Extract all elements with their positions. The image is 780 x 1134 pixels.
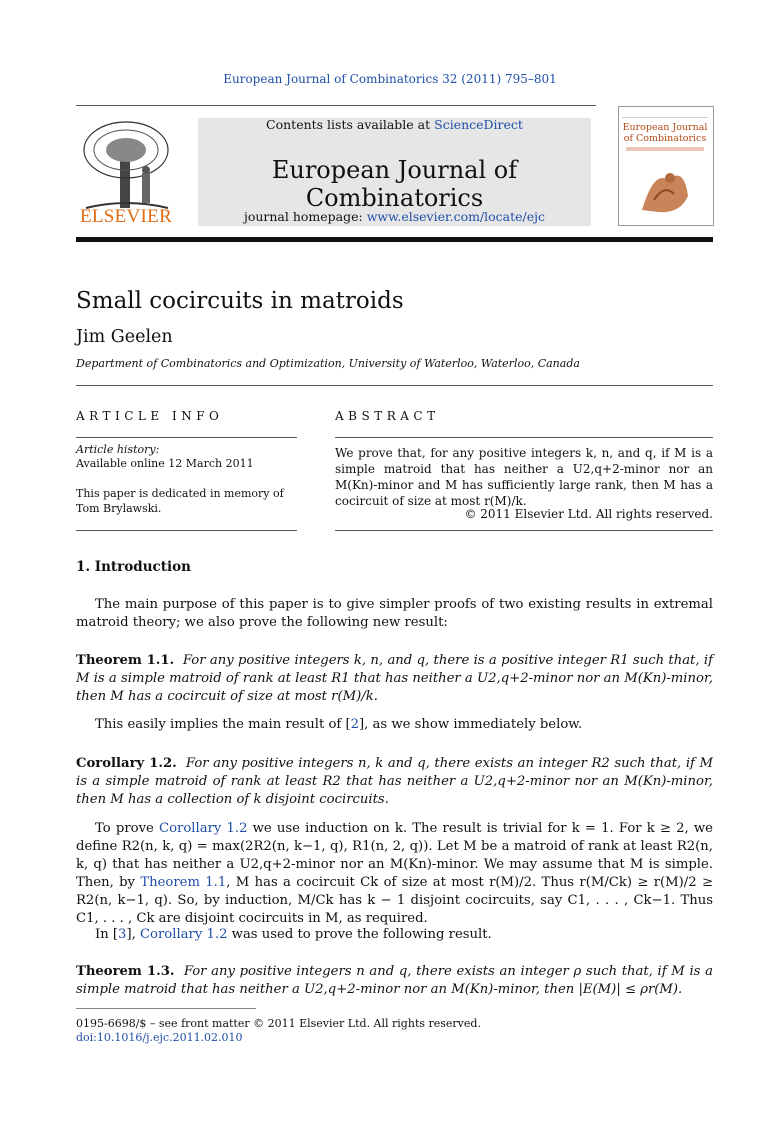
abstract-top-rule	[335, 437, 713, 438]
theorem-1-3: Theorem 1.3. For any positive integers n and q, there exists an integer ρ such that, if M is a simple matroid that has neither a U2,q+2-minor nor an M(Kn)-minor, then |E(M)| ≤ ρr(M).	[76, 964, 713, 997]
proof-paragraph: To prove Corollary 1.2 we use induction on k. The result is trivial for k = 1. For k ≥ 2, we define R2(n, k, q) = max(2R2(n, k−1, q), R1(n, 2, q)). Let M be a matroid of rank at least R2(n, k, q) that has neither a U2,q+2-minor nor an M(Kn)-minor. We may assume that M is simple. Then, by Theorem 1.1, M has a cocircuit Ck of size at most r(M)/2. Thus r(M/Ck) ≥ r(M)/2 ≥ R2(n, k−1, q). So, by induction, M/Ck has k − 1 disjoint cocircuits, say C1, . . . , Ck−1. Thus C1, . . . , Ck are disjoint cocircuits in M, as required.	[76, 821, 714, 926]
corollary-1-2: Corollary 1.2. For any positive integers n, k and q, there exists an integer R2 such that, if M is a simple matroid of rank at least R2 that has neither a U2,q+2-minor nor an M(Kn)-minor, then M has a collection of k disjoint cocircuits.	[76, 756, 713, 807]
ref-2-link[interactable]: 2	[350, 717, 360, 732]
theorem-1-1: Theorem 1.1. For any positive integers k, n, and q, there is a positive integer R1 such that, if M is a simple matroid of rank at least R1 that has neither a U2,q+2-minor nor an M(Kn)-minor, then M has a cocircuit of size at most r(M)/k.	[76, 653, 713, 704]
section-heading: 1. Introduction	[76, 559, 191, 575]
abstract-text: We prove that, for any positive integers k, n, and q, if M is a simple matroid that has neither a U2,q+2-minor nor an M(Kn)-minor and M has sufficiently large rank, then M has a cocircuit of size at most r(M)/k.	[335, 446, 713, 508]
homepage-link[interactable]: www.elsevier.com/locate/ejc	[366, 209, 546, 224]
contents-available: Contents lists available at ScienceDirect	[266, 117, 523, 132]
intro-paragraph-1: The main purpose of this paper is to give simpler proofs of two existing results in extremal matroid theory; we also prove the following new result:	[76, 597, 713, 630]
intro-paragraph-3: In [3], Corollary 1.2 was used to prove the following result.	[95, 927, 492, 942]
abstract-copyright: © 2011 Elsevier Ltd. All rights reserved.	[464, 507, 713, 521]
journal-homepage: journal homepage: www.elsevier.com/locate/ejc	[243, 209, 546, 224]
cover-subtitle-bar	[626, 147, 704, 151]
author-affiliation: Department of Combinatorics and Optimization, University of Waterloo, Waterloo, Canada	[76, 357, 580, 370]
article-info-heading: ARTICLE INFO	[76, 409, 224, 423]
abstract-heading: ABSTRACT	[335, 409, 440, 423]
journal-citation[interactable]: European Journal of Combinatorics 32 (2011) 795–801	[223, 72, 557, 86]
article-author: Jim Geelen	[76, 327, 173, 347]
history-value: Available online 12 March 2011	[76, 457, 254, 470]
footer-rule	[76, 1008, 256, 1009]
ref-3-link[interactable]: 3	[118, 927, 127, 942]
title-rule	[76, 385, 713, 386]
article-title: Small cocircuits in matroids	[76, 288, 404, 314]
header-rule	[76, 105, 596, 106]
theorem-1-1-link[interactable]: Theorem 1.1	[140, 875, 227, 890]
dedication: This paper is dedicated in memory of Tom Brylawski.	[76, 487, 284, 515]
cover-illustration	[634, 160, 696, 216]
elsevier-wordmark: ELSEVIER	[79, 206, 173, 227]
journal-title: European Journal of Combinatorics	[271, 156, 518, 212]
corollary-1-2-link-2[interactable]: Corollary 1.2	[139, 927, 228, 942]
cover-title: European Journal of Combinatorics	[622, 122, 708, 144]
corollary-1-2-link[interactable]: Corollary 1.2	[159, 821, 248, 836]
cover-header-text	[622, 110, 708, 118]
sciencedirect-link[interactable]: ScienceDirect	[434, 117, 523, 132]
intro-paragraph-2: This easily implies the main result of [2], as we show immediately below.	[95, 717, 583, 732]
info-bottom-rule	[76, 530, 297, 531]
abstract-bottom-rule	[335, 530, 713, 531]
footer-issn: 0195-6698/$ – see front matter © 2011 Elsevier Ltd. All rights reserved.	[76, 1017, 481, 1030]
footer-doi[interactable]: doi:10.1016/j.ejc.2011.02.010	[76, 1031, 243, 1044]
history-label: Article history:	[76, 443, 160, 456]
header-thick-rule	[76, 237, 713, 242]
info-top-rule	[76, 437, 297, 438]
